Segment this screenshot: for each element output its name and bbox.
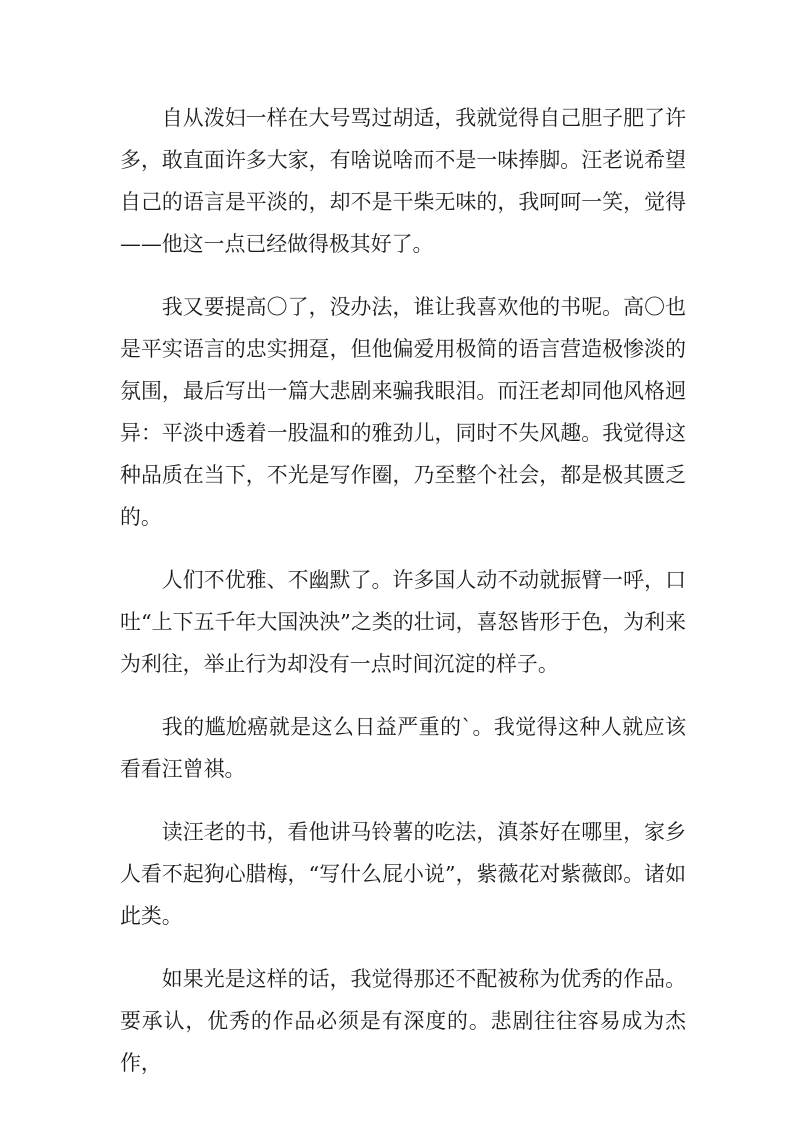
- paragraph-1: 自从泼妇一样在大号骂过胡适，我就觉得自己胆子肥了许多，敢直面许多大家，有啥说啥而不是一味捧脚。汪老说希望自己的语言是平淡的，却不是干柴无味的，我呵呵一笑，觉得——他这一点已经做得极其好了。: [120, 106, 686, 256]
- paragraph-3: 人们不优雅、不幽默了。许多国人动不动就振臂一呼，口吐“上下五千年大国泱泱”之类的壮词，喜怒皆形于色，为利来为利往，举止行为却没有一点时间沉淀的样子。: [120, 568, 686, 676]
- paragraph-5: 读汪老的书，看他讲马铃薯的吃法，滇茶好在哪里，家乡人看不起狗心腊梅，“写什么屁小说”，紫薇花对紫薇郎。诸如此类。: [120, 820, 686, 928]
- paragraph-2: 我又要提高〇了，没办法，谁让我喜欢他的书呢。高〇也是平实语言的忠实拥趸，但他偏爱用极简的语言营造极惨淡的氛围，最后写出一篇大悲剧来骗我眼泪。而汪老却同他风格迥异：平淡中透着一股温和的雅劲儿，同时不失风趣。我觉得这种品质在当下，不光是写作圈，乃至整个社会，都是极其匮乏的。: [120, 295, 686, 529]
- paragraph-4: 我的尴尬癌就是这么日益严重的`。我觉得这种人就应该看看汪曾祺。: [120, 715, 686, 781]
- paragraph-6: 如果光是这样的话，我觉得那还不配被称为优秀的作品。要承认，优秀的作品必须是有深度的。悲剧往往容易成为杰作，: [120, 967, 686, 1075]
- document-page: [120, 97, 686, 1105]
